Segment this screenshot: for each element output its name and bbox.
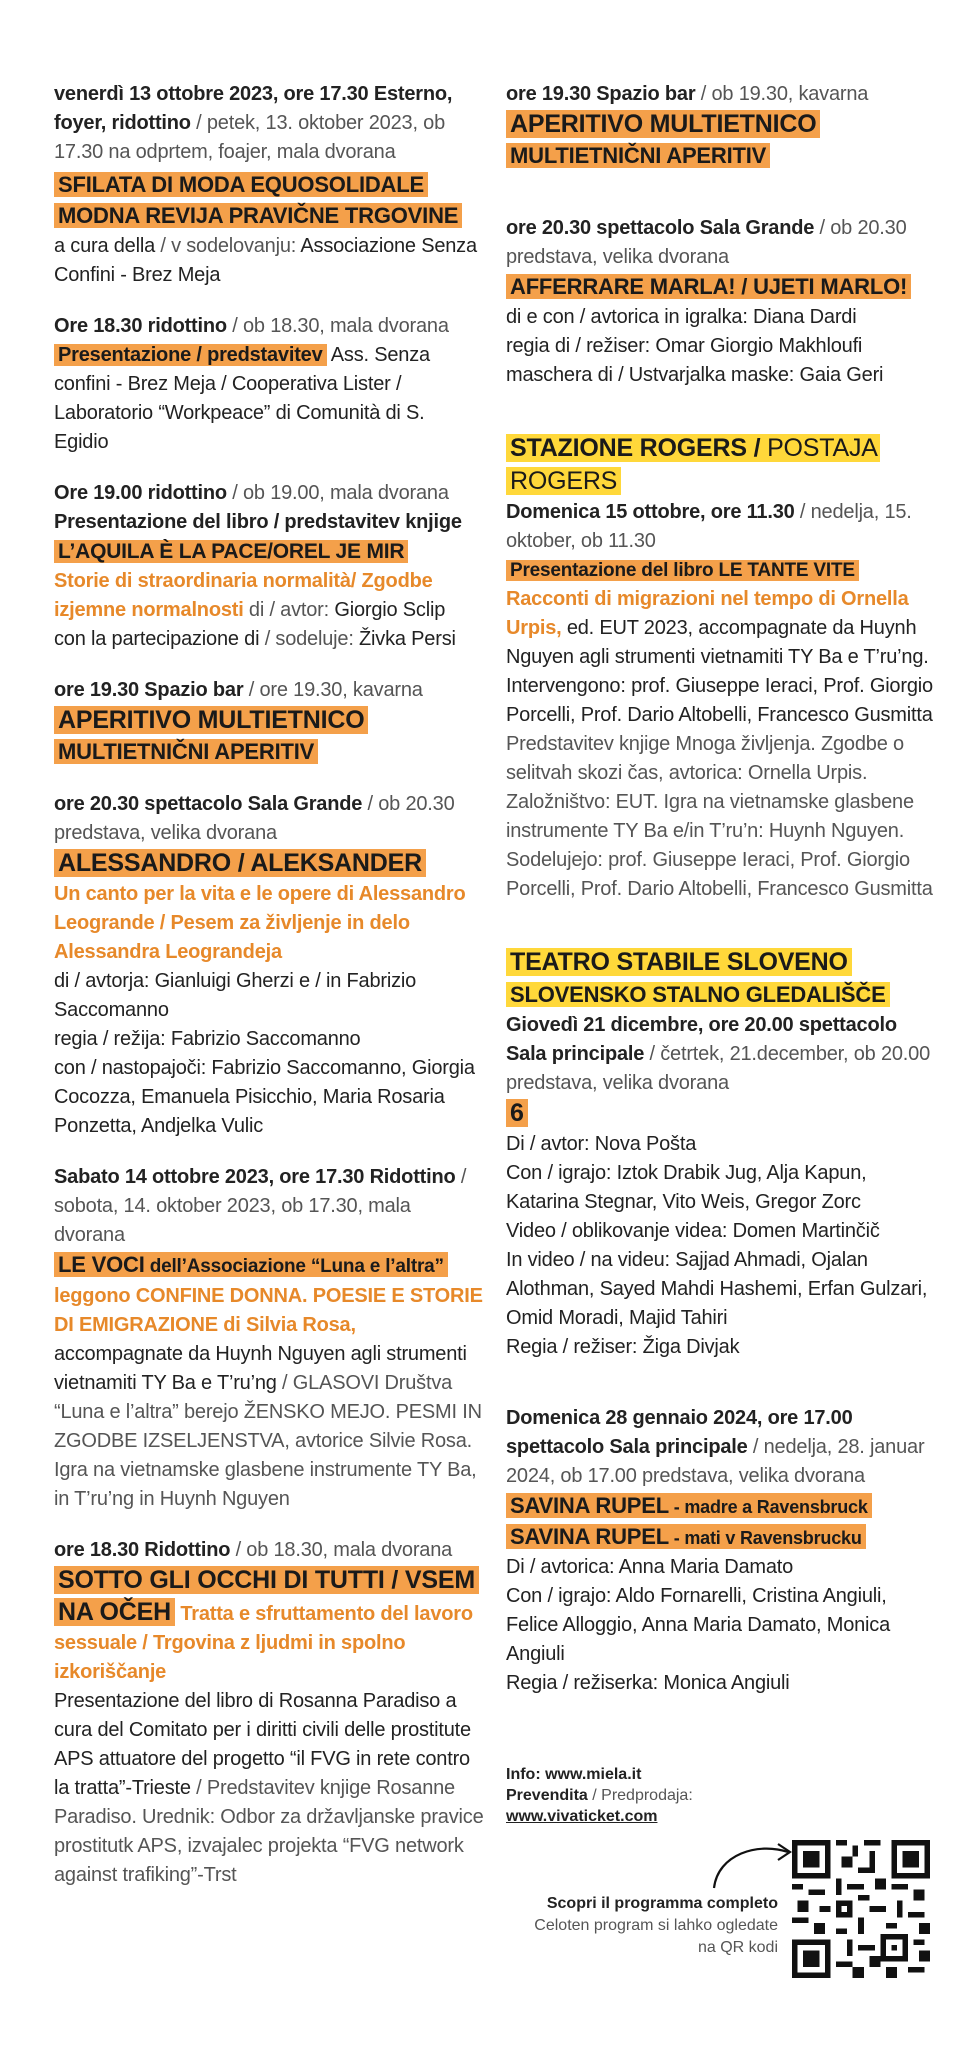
- organizer-label: a cura della: [54, 235, 155, 257]
- event-time-sl: / nedelja, 28. januar 2024, ob 17.00 predstava, velika dvorana: [506, 1436, 925, 1487]
- event-description: Presentazione del libro di Rosanna Paradiso a cura del Comitato per i diritti civili delle prostitute APS attuatore del progetto “il FVG in rete contro la tratta”-Trieste: [54, 1690, 471, 1799]
- event-title: [506, 1493, 872, 1518]
- event-teatro-stabile: [506, 946, 936, 1362]
- event-description: ed. EUT 2023, accompagnate da Huynh Nguyen agli strumenti vietnamiti TY Ba e T’ru’ng. Intervengono: prof. Giuseppe Ieraci, Prof. Giorgio Porcelli, Prof. Dario Altobelli, Francesco Gusmitta: [506, 617, 933, 726]
- event-time: Giovedì 21 dicembre, ore 20.00 spettacolo Sala principale: [506, 1014, 897, 1065]
- footer-info: [506, 1764, 693, 1827]
- author-name: Giorgio Sclip: [334, 599, 446, 621]
- event-time: Ore 18.30 ridottino: [54, 315, 227, 337]
- guest-name: Živka Persi: [359, 628, 456, 650]
- event-time: ore 20.30 spettacolo Sala Grande: [506, 217, 815, 239]
- event-title-sl: MULTIETNIČNI APERITIV: [506, 143, 770, 168]
- event-time: ore 20.30 spettacolo Sala Grande: [54, 793, 363, 815]
- event-sfilata: [54, 80, 484, 290]
- event-time: Ore 19.00 ridottino: [54, 482, 227, 504]
- presentation-label: Presentazione / predstavitev: [54, 344, 327, 366]
- section-title-sl: POSTAJA ROGERS: [510, 434, 877, 495]
- event-subtitle: leggono CONFINE DONNA. POESIE E STORIE DI EMIGRAZIONE di Silvia Rosa,: [54, 1285, 483, 1336]
- event-description-sl: / Predstavitev knjige Rosanne Paradiso. Urednik: Odbor za državljanske pravice prostitutk APS, izvajalec projekta “FVG network against trafiking”-Trst: [54, 1777, 484, 1886]
- section-title-it: STAZIONE ROGERS /: [510, 434, 761, 462]
- event-title: SOTTO GLI OCCHI DI TUTTI / VSEM NA OČEH: [54, 1566, 479, 1626]
- credits-mask: maschera di / Ustvarjalka maske: Gaia Geri: [506, 364, 884, 386]
- event-title-sl: [506, 1524, 866, 1549]
- event-title-sl-main: SAVINA RUPEL: [510, 1524, 669, 1549]
- event-time-sl: / sobota, 14. oktober 2023, ob 17.30, mala dvorana: [54, 1166, 467, 1246]
- event-time: Domenica 28 gennaio 2024, ore 17.00 spettacolo Sala principale: [506, 1407, 853, 1458]
- presentation-label: Presentazione del libro / predstavitev knjige: [54, 511, 462, 533]
- event-title-rest: - madre a Ravensbruck: [668, 1497, 868, 1517]
- event-le-voci: [54, 1163, 484, 1514]
- presentation-label: Presentazione del libro LE TANTE VITE: [506, 560, 859, 581]
- event-savina-rupel: [506, 1404, 936, 1698]
- qr-caption: [520, 1893, 778, 1959]
- qr-code-icon[interactable]: [792, 1840, 930, 1978]
- event-time: Sabato 14 ottobre 2023, ore 17.30 Ridottino: [54, 1166, 456, 1188]
- credits-cast: con / nastopajoči: Fabrizio Saccomanno, Giorgia Cocozza, Emanuela Pisicchio, Maria Rosaria Ponzetta, Andjelka Vulic: [54, 1057, 475, 1137]
- event-title-sl: MULTIETNIČNI APERITIV: [54, 739, 318, 764]
- event-title-main: LE VOCI: [58, 1252, 145, 1277]
- event-time-sl: / nedelja, 15. oktober, ob 11.30: [506, 501, 912, 552]
- event-title-main: SAVINA RUPEL: [510, 1493, 669, 1518]
- event-time-sl: / ob 20.30 predstava, velika dvorana: [506, 217, 907, 268]
- event-description-sl: Predstavitev knjige Mnoga življenja. Zgodbe o selitvah skozi čas, avtorica: Ornella Urpis. Založništvo: EUT. Igra na vietnamske glasbene instrumente TY Ba e/in T’ru’n: Huynh Nguyen. Sodelujejo: prof. Giuseppe Ieraci, Prof. Giorgio Porcelli, Prof. Dario Altobelli, Francesco Gusmitta: [506, 733, 933, 900]
- credits-video: Video / oblikovanje videa: Domen Martinčič: [506, 1220, 880, 1242]
- event-time-sl: / ob 19.30, kavarna: [695, 83, 869, 105]
- qr-caption-sl-1: Celoten program si lahko ogledate: [534, 1917, 778, 1934]
- event-title: ALESSANDRO / ALEKSANDER: [54, 849, 426, 877]
- presale-link[interactable]: www.vivaticket.com: [506, 1808, 658, 1825]
- event-subtitle: Storie di straordinaria normalità/ Zgodbe izjemne normalnosti: [54, 570, 433, 621]
- event-time: ore 19.30 Spazio bar: [506, 83, 696, 105]
- credits-author: di / avtorja: Gianluigi Gherzi e / in Fabrizio Saccomanno: [54, 970, 417, 1021]
- event-title: L’AQUILA È LA PACE/OREL JE MIR: [54, 540, 408, 563]
- event-time-sl: / ob 18.30, mala dvorana: [226, 315, 449, 337]
- section-title: [506, 434, 880, 495]
- event-sotto-gli-occhi: [54, 1536, 484, 1890]
- qr-caption-sl-2: na QR kodi: [697, 1939, 778, 1956]
- event-description: accompagnate da Huynh Nguyen agli strumenti vietnamiti TY Ba e T’ru’ng: [54, 1343, 467, 1394]
- organizer-name: Associazione Senza Confini - Brez Meja: [54, 235, 477, 286]
- event-title-sl: MODNA REVIJA PRAVIČNE TRGOVINE: [54, 203, 462, 228]
- event-time-sl: / ore 19.30, kavarna: [243, 679, 423, 701]
- author-label: di / avtor:: [243, 599, 335, 621]
- event-time-sl: / ob 20.30 predstava, velika dvorana: [54, 793, 455, 844]
- event-description-sl: / GLASOVI Društva “Luna e l’altra” berejo ŽENSKO MEJO. PESMI IN ZGODBE IZSELJENSTVA, avtorice Silvie Rosa. Igra na vietnamske glasbene instrumente TY Ba, in T’ru’ng in Huynh Nguyen: [54, 1372, 482, 1510]
- credits-author: Di / avtorica: Anna Maria Damato: [506, 1556, 794, 1578]
- event-subtitle: Tratta e sfruttamento del lavoro sessuale / Trgovina z ljudmi in spolno izkoriščanje: [54, 1603, 473, 1683]
- credits-director: Regia / režiser: Žiga Divjak: [506, 1336, 740, 1358]
- section-title: TEATRO STABILE SLOVENO: [506, 948, 852, 976]
- credits-author: di e con / avtorica in igralka: Diana Dardi: [506, 306, 857, 328]
- event-time-sl: / ob 19.00, mala dvorana: [226, 482, 449, 504]
- curved-arrow-icon: [708, 1836, 798, 1896]
- organizer-label-sl: / v sodelovanju:: [155, 235, 301, 257]
- right-column: [506, 80, 936, 1720]
- event-aquila: [54, 479, 484, 654]
- credits-director: regia / režija: Fabrizio Saccomanno: [54, 1028, 361, 1050]
- section-title-sl: SLOVENSKO STALNO GLEDALIŠČE: [506, 982, 890, 1007]
- event-stazione-rogers: [506, 432, 936, 904]
- credits-cast: Con / igrajo: Iztok Drabik Jug, Alja Kapun, Katarina Stegnar, Vito Weis, Gregor Zorc: [506, 1162, 867, 1213]
- event-time-sl: / ob 18.30, mala dvorana: [230, 1539, 453, 1561]
- event-afferrare-marla: [506, 214, 936, 390]
- event-presentazione: [54, 312, 484, 457]
- event-time: Domenica 15 ottobre, ore 11.30: [506, 501, 795, 523]
- event-title: 6: [506, 1099, 528, 1127]
- event-title-sl-rest: - mati v Ravensbrucku: [668, 1528, 862, 1548]
- left-column: [54, 80, 484, 1912]
- info-link[interactable]: www.miela.it: [540, 1766, 642, 1783]
- guest-label-sl: / sodeluje:: [259, 628, 360, 650]
- credits-director: Regia / režiserka: Monica Angiuli: [506, 1672, 790, 1694]
- event-alessandro: [54, 790, 484, 1141]
- event-time: venerdì 13 ottobre 2023, ore 17.30 Esterno, foyer, ridottino: [54, 83, 453, 134]
- presale-label-sl: / Predprodaja:: [587, 1787, 693, 1804]
- event-title: SFILATA DI MODA EQUOSOLIDALE: [54, 172, 428, 197]
- event-title: AFFERRARE MARLA! / UJETI MARLO!: [506, 274, 911, 299]
- event-description: Ass. Senza confini - Brez Meja / Cooperativa Lister / Laboratorio “Workpeace” di Comunità di S. Egidio: [54, 344, 430, 453]
- event-subtitle: Un canto per la vita e le opere di Alessandro Leogrande / Pesem za življenje in delo Alessandra Leograndeja: [54, 883, 466, 963]
- event-subtitle: Racconti di migrazioni nel tempo di Ornella Urpis,: [506, 588, 909, 639]
- event-title: APERITIVO MULTIETNICO: [506, 110, 820, 138]
- info-label: Info:: [506, 1766, 541, 1783]
- event-aperitivo: [54, 676, 484, 768]
- event-title: [54, 1252, 448, 1277]
- event-title-rest: dell’Associazione “Luna e l’altra”: [144, 1256, 444, 1277]
- credits-director: regia di / režiser: Omar Giorgio Makhloufi: [506, 335, 863, 357]
- credits-cast: Con / igrajo: Aldo Fornarelli, Cristina Angiuli, Felice Alloggio, Anna Maria Damato, Monica Angiuli: [506, 1585, 891, 1665]
- qr-caption-it: Scopri il programma completo: [546, 1895, 778, 1912]
- event-time-sl: / četrtek, 21.december, ob 20.00 predstava, velika dvorana: [506, 1043, 930, 1094]
- event-aperitivo-2: [506, 80, 936, 172]
- event-time-sl: / petek, 13. oktober 2023, ob 17.30 na odprtem, foajer, mala dvorana: [54, 112, 445, 163]
- credits-author: Di / avtor: Nova Pošta: [506, 1133, 697, 1155]
- event-time: ore 19.30 Spazio bar: [54, 679, 244, 701]
- guest-label: con la partecipazione di: [54, 628, 260, 650]
- credits-in-video: In video / na videu: Sajjad Ahmadi, Ojalan Alothman, Sayed Mahdi Hashemi, Erfan Gulzari, Omid Moradi, Majid Tahiri: [506, 1249, 928, 1329]
- event-time: ore 18.30 Ridottino: [54, 1539, 231, 1561]
- event-title: APERITIVO MULTIETNICO: [54, 706, 368, 734]
- presale-label: Prevendita: [506, 1787, 588, 1804]
